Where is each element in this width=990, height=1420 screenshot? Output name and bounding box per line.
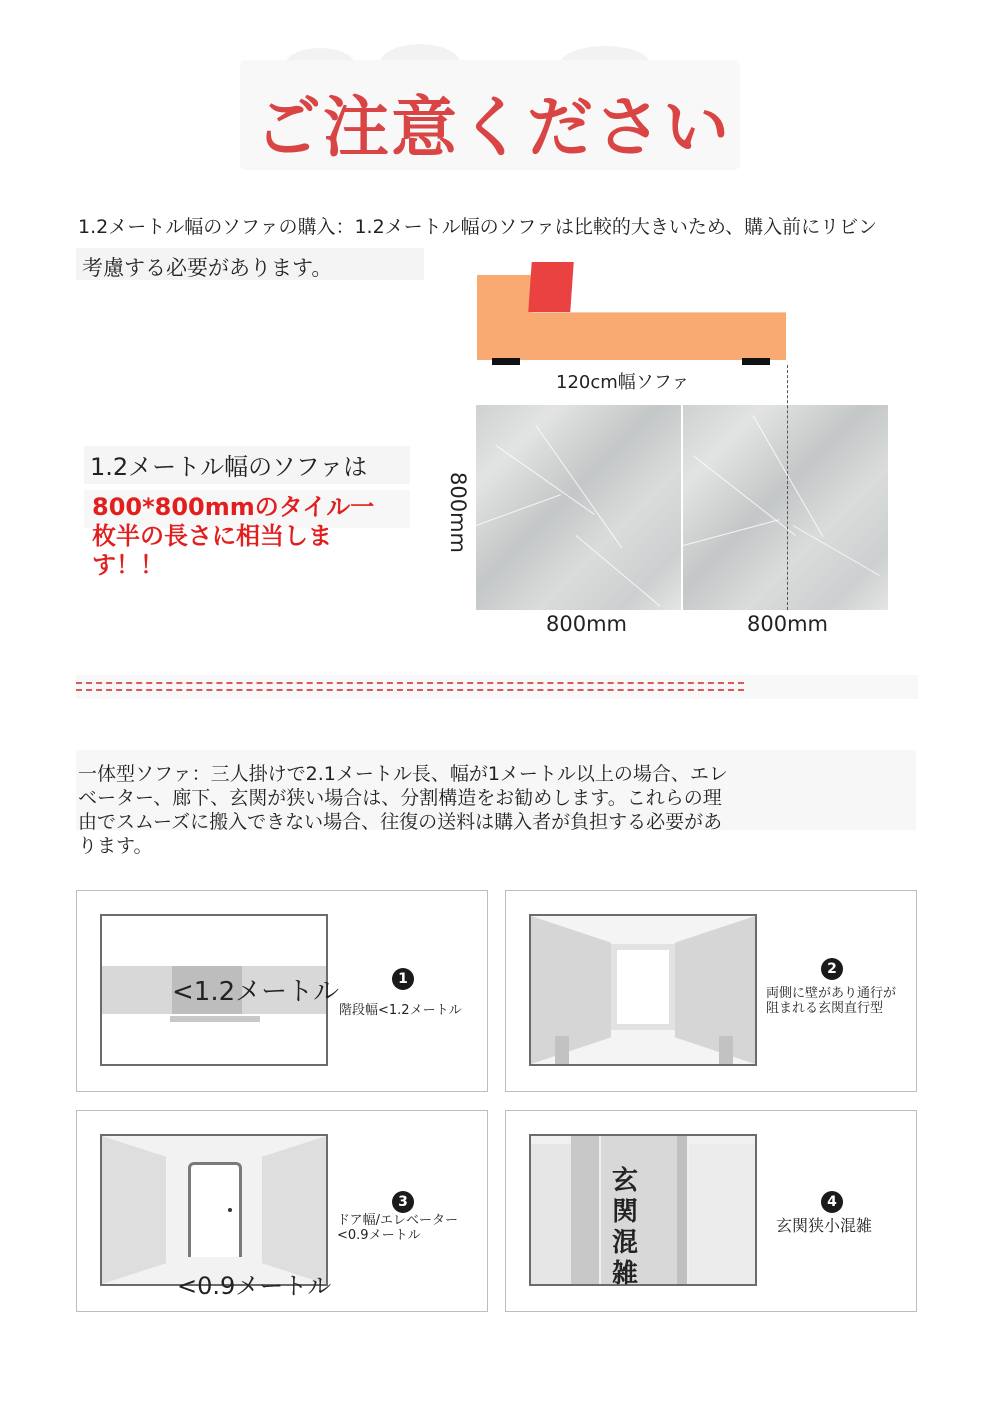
sofa-width-label: 120cm幅ソファ xyxy=(556,372,690,393)
card-corridor xyxy=(505,890,917,1092)
intro-line-1: 1.2メートル幅のソファの購入：1.2メートル幅のソファは比較的大きいため、購入前にリビン xyxy=(78,216,878,238)
corridor-illustration xyxy=(529,914,757,1066)
door-width-overlay: <0.9メートル xyxy=(177,1272,332,1300)
number-badge-2: 2 xyxy=(821,958,843,980)
notice-paragraph: 一体型ソファ：三人掛けで2.1メートル長、幅が1メートル以上の場合、エレベーター、廊下、玄関が狭い場合は、分割構造をお勧めします。これらの理由でスムーズに搬入できない場合、往復の送料は購入者が負担する必要があります。 xyxy=(78,763,728,857)
card-2-caption: 両側に壁があり通行が阻まれる玄関直行型 xyxy=(766,986,897,1016)
entrance-illustration xyxy=(529,1134,757,1286)
highlight-answer: 800*800mmのタイル一枚半の長さに相当します！！ xyxy=(92,493,375,579)
tile-height-label: 800mm xyxy=(446,472,470,553)
sofa-illustration xyxy=(477,275,786,360)
card-stair-width xyxy=(76,890,488,1092)
entrance-overlay: 玄関混雑 xyxy=(612,1166,639,1289)
card-1-caption: 階段幅<1.2メートル xyxy=(339,1003,462,1018)
page-title: ご注意ください xyxy=(255,89,731,166)
highlight-question: 1.2メートル幅のソファは xyxy=(90,453,368,481)
number-badge-1: 1 xyxy=(392,968,414,990)
sofa-leg xyxy=(742,358,770,365)
marble-tile xyxy=(476,405,681,610)
tile-width-label-1: 800mm xyxy=(546,612,627,636)
sofa-cushion xyxy=(528,262,573,312)
sofa-leg xyxy=(492,358,520,365)
card-3-caption: ドア幅/エレベーター<0.9メートル xyxy=(337,1213,458,1243)
card-4-caption: 玄関狭小混雑 xyxy=(776,1216,873,1235)
intro-line-2: 考慮する必要があります。 xyxy=(82,256,333,280)
sofa-end-guide-line xyxy=(787,365,788,610)
card-door-width xyxy=(76,1110,488,1312)
number-badge-3: 3 xyxy=(392,1191,414,1213)
card-crowded-entrance xyxy=(505,1110,917,1312)
door-illustration xyxy=(100,1134,328,1286)
number-badge-4: 4 xyxy=(821,1191,843,1213)
stair-width-overlay: <1.2メートル xyxy=(172,977,340,1007)
marble-tile xyxy=(683,405,888,610)
tile-width-label-2: 800mm xyxy=(747,612,828,636)
separator xyxy=(76,678,744,694)
